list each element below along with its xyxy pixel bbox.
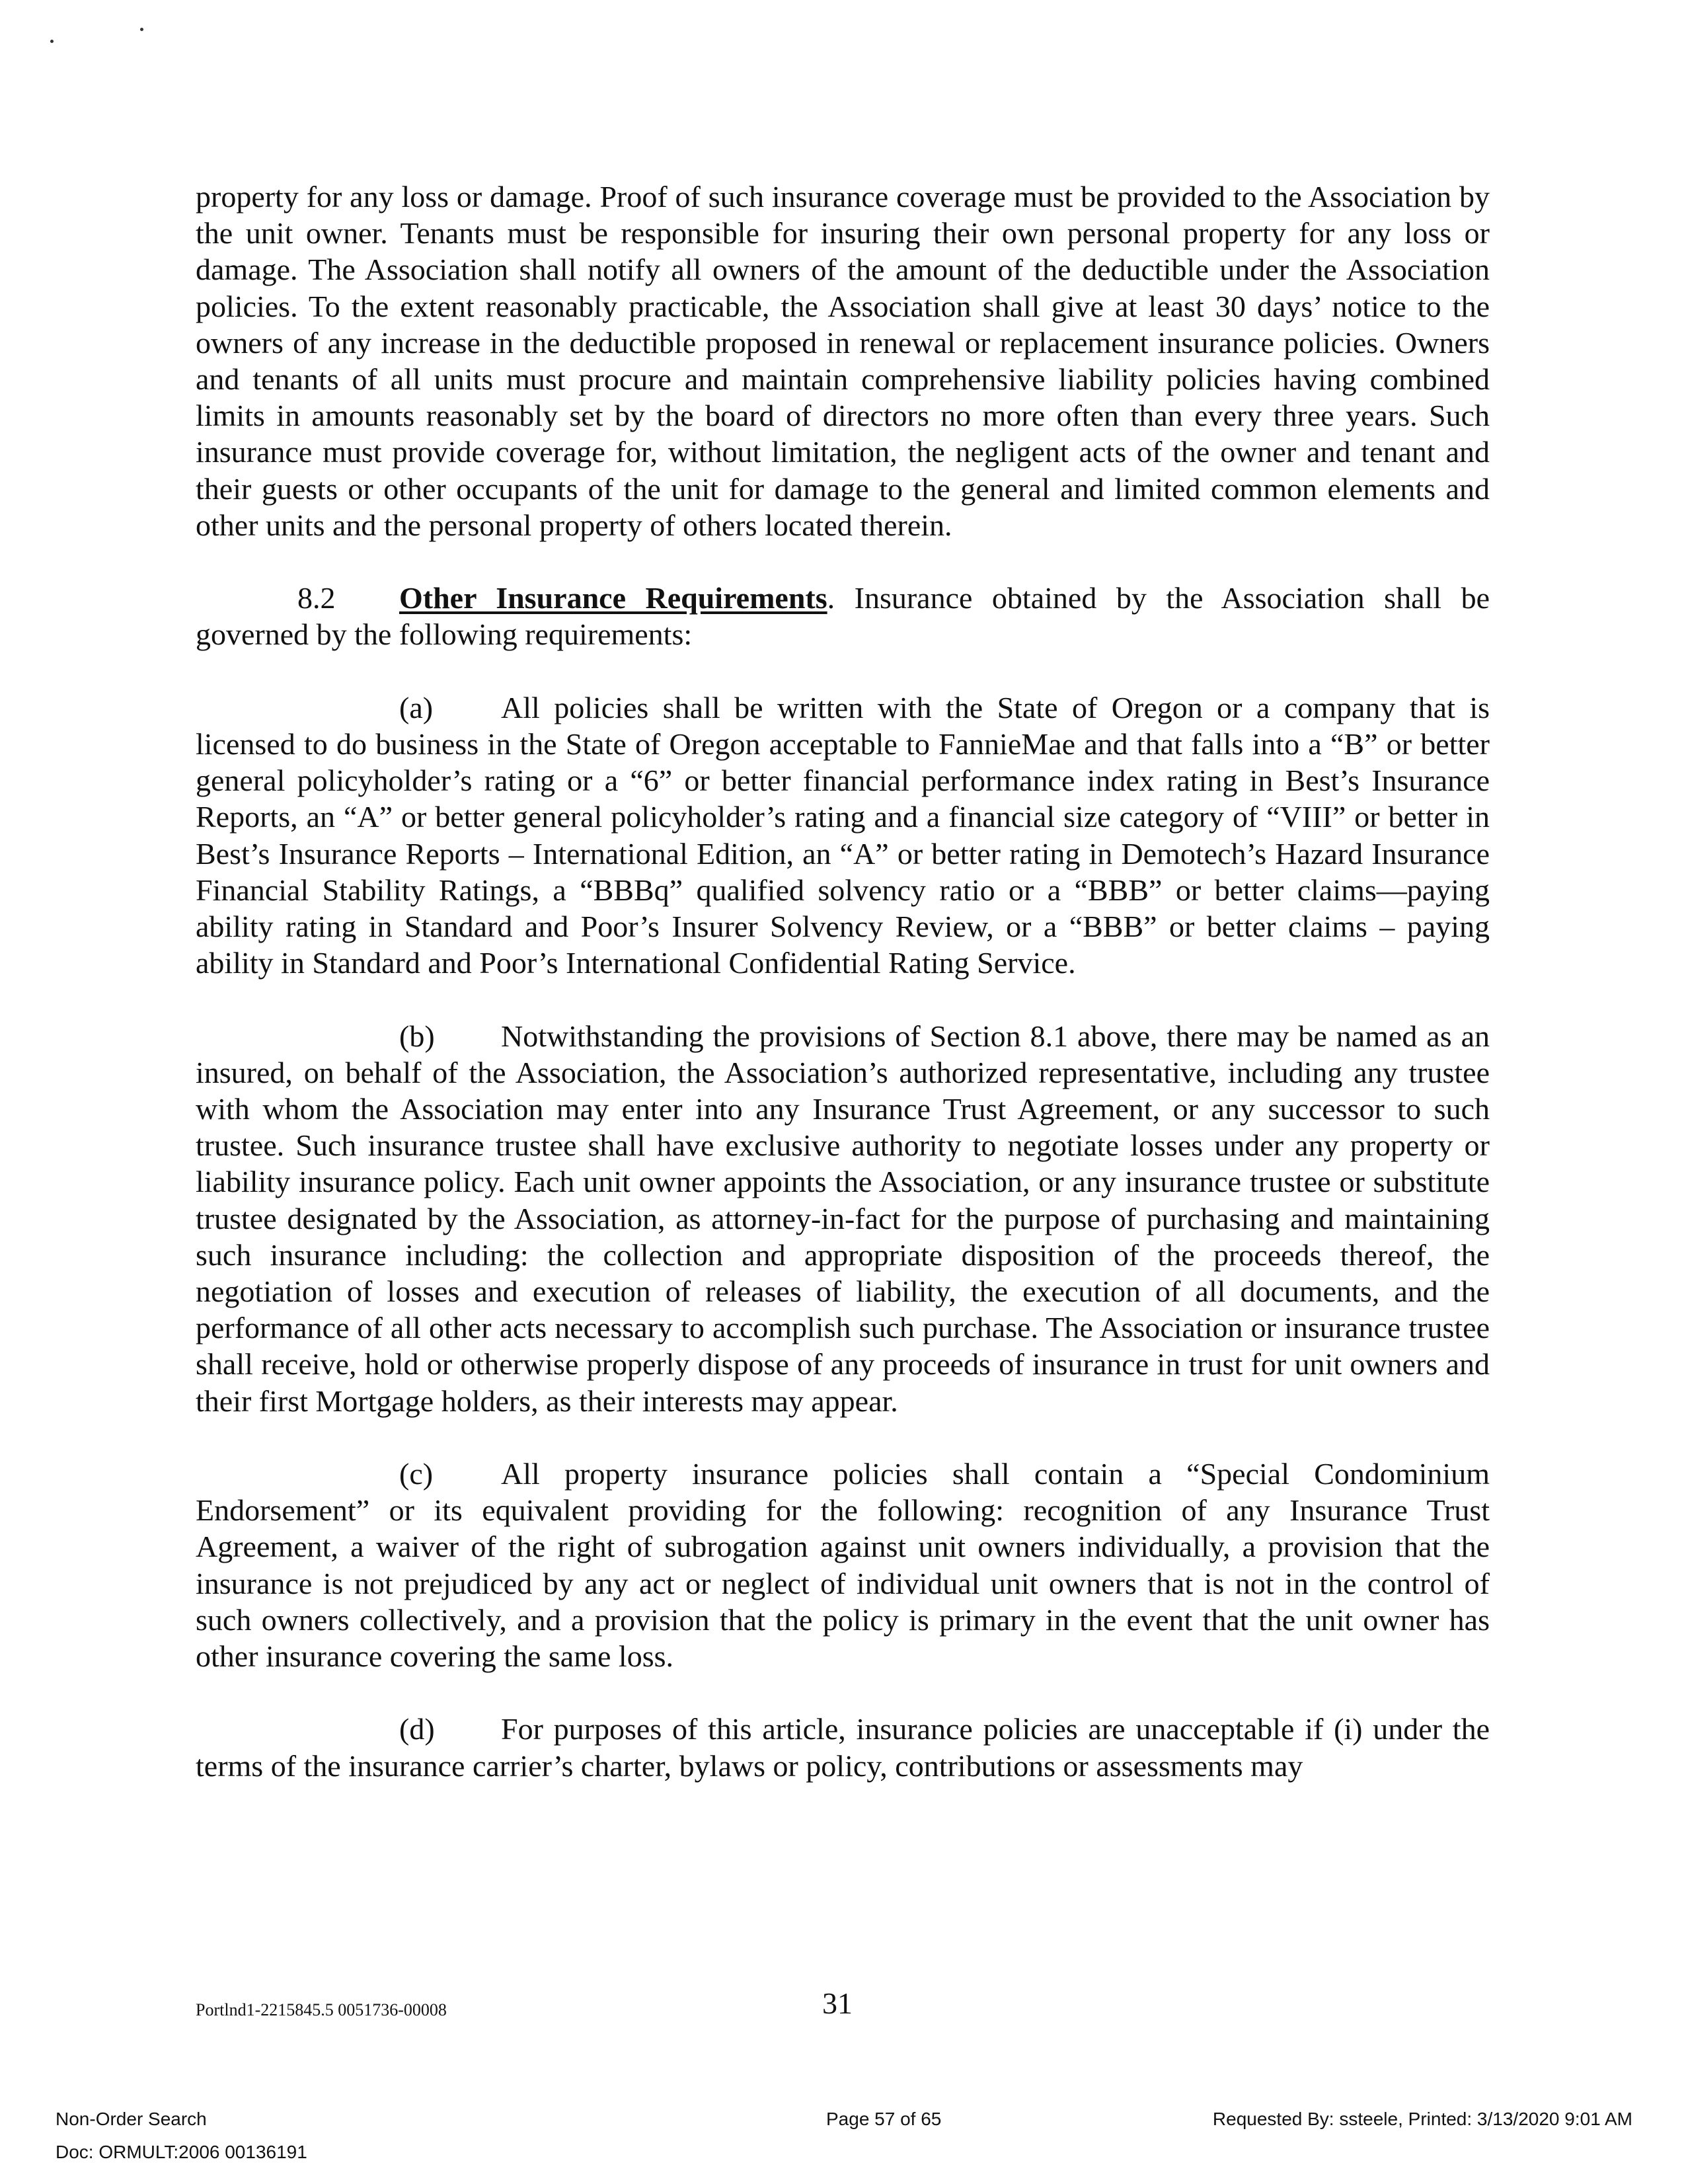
item-text: All policies shall be written with the State of Oregon or a company that is licensed to do business in the State of Oregon acceptable to FannieMae and that falls into a “B” or better general policyholder’s rating or a “6” or better financial performance index rating in Best’s Insurance Reports, an “A” or better general policyholder’s rating and a financial size category of “VIII” or better in Best’s Insurance Reports – International Edition, an “A” or better rating in Demotech’s Hazard Insurance Financial Stability Ratings, a “BBBq” qualified solvency ratio or a “BBB” or better claims—paying ability rating in Standard and Poor’s Insurer Solvency Review, or a “BBB” or better claims – paying ability in Standard and Poor’s International Confidential Rating Service. [196, 690, 1490, 980]
item-d-paragraph [196, 1711, 1490, 1783]
item-label: (a) [399, 690, 434, 724]
document-code: Portlnd1-2215845.5 0051736-00008 [196, 2000, 447, 2019]
scan-speck [50, 40, 54, 43]
item-label: (c) [399, 1457, 434, 1491]
item-label: (b) [399, 1019, 435, 1053]
section-number: 8.2 [297, 581, 336, 615]
section-8-2-paragraph [196, 580, 1490, 652]
item-a-paragraph [196, 689, 1490, 982]
section-title: Other Insurance Requirements [399, 581, 827, 615]
section-text: . Insurance obtained by the Association shall be governed by the following requirements: [196, 581, 1490, 652]
item-label: (d) [399, 1712, 435, 1746]
stamp-page-of: Page 57 of 65 [826, 2109, 942, 2129]
item-c-paragraph [196, 1456, 1490, 1674]
item-text: All property insurance policies shall contain a “Special Condominium Endorsement” or its equivalent providing for the following: recognition of any Insurance Trust Agreement, a waiver of the right of subrogation against unit owners individually, a provision that the insurance is not prejudiced by any act or neglect of individual unit owners that is not in the control of such owners collectively, and a provision that the policy is primary in the event that the unit owner has other insurance covering the same loss. [196, 1457, 1490, 1674]
intro-paragraph: property for any loss or damage. Proof of such insurance coverage must be provided to the Association by the unit owner. Tenants must be responsible for insuring their own personal property for any loss or damage. The Association shall notify all owners of the amount of the deductible under the Association policies. To the extent reasonably practicable, the Association shall give at least 30 days’ notice to the owners of any increase in the deductible proposed in renewal or replacement insurance policies. Owners and tenants of all units must procure and maintain comprehensive liability policies having combined limits in amounts reasonably set by the board of directors no more often than every three years. Such insurance must provide coverage for, without limitation, the negligent acts of the owner and tenant and their guests or other occupants of the unit for damage to the general and limited common elements and other units and the personal property of others located therein. [196, 180, 1490, 542]
item-text: Notwithstanding the provisions of Section 8.1 above, there may be named as an insured, on behalf of the Association, the Association’s authorized representative, including any trustee with whom the Association may enter into any Insurance Trust Agreement, or any successor to such trustee. Such insurance trustee shall have exclusive authority to negotiate losses under any property or liability insurance policy. Each unit owner appoints the Association, or any insurance trustee or substitute trustee designated by the Association, as attorney-in-fact for the purpose of purchasing and maintaining such insurance including: the collection and appropriate disposition of the proceeds thereof, the negotiation of losses and execution of releases of liability, the execution of all documents, and the performance of all other acts necessary to accomplish such purchase. The Association or insurance trustee shall receive, hold or otherwise properly dispose of any proceeds of insurance in trust for unit owners and their first Mortgage holders, as their interests may appear. [196, 1019, 1490, 1418]
stamp-requested-by: Requested By: ssteele, Printed: 3/13/2020 9:01 AM [1212, 2109, 1632, 2129]
page-number: 31 [822, 1986, 853, 2020]
stamp-doc-id: Doc: ORMULT:2006 00136191 [56, 2142, 307, 2162]
scan-speck [140, 28, 143, 31]
item-text: For purposes of this article, insurance policies are unacceptable if (i) under the terms of the insurance carrier’s charter, bylaws or policy, contributions or assessments may [196, 1712, 1490, 1783]
item-b-paragraph [196, 1018, 1490, 1419]
stamp-search-type: Non-Order Search [56, 2109, 207, 2129]
document-body [196, 178, 1490, 1820]
